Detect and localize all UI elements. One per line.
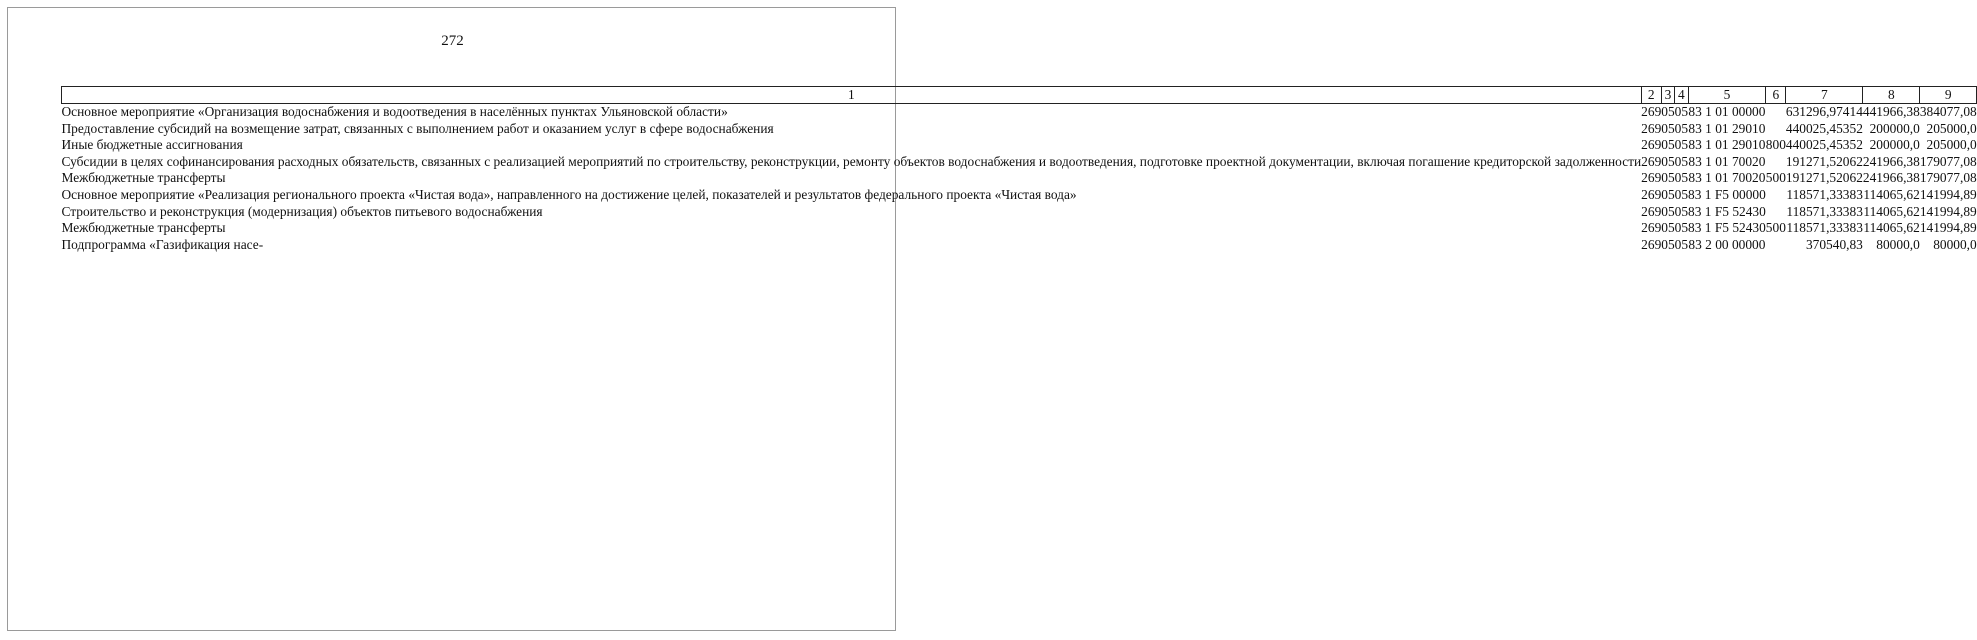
cell-ministry: 269: [1641, 104, 1662, 119]
row-name: Межбюджетные трансферты: [61, 170, 226, 186]
row-name: Межбюджетные трансферты: [61, 220, 226, 236]
cell-section: 05: [1661, 104, 1675, 119]
cell-ministry: 269: [1641, 236, 1662, 252]
cell-target-code: 83 1 F5 52430: [1688, 220, 1766, 236]
cell-amount-9: 179077,08: [1919, 170, 1977, 186]
cell-amount-9: 141994,89: [1919, 186, 1977, 202]
cell-subsection: 05: [1674, 104, 1689, 119]
column-header: 6: [1766, 87, 1786, 104]
cell-amount-7: 118571,33383: [1786, 220, 1863, 236]
cell-amount-8: 114065,62: [1863, 220, 1920, 236]
cell-subsection: 05: [1674, 186, 1689, 202]
cell-amount-7: 191271,52062: [1785, 153, 1863, 169]
cell-amount-9: 205000,0: [1926, 120, 1977, 136]
cell-section: 05: [1661, 236, 1675, 252]
cell-amount-7: 440025,45352: [1785, 120, 1863, 136]
cell-expense-type: [1766, 204, 1786, 221]
cell-expense-type: [1766, 121, 1786, 138]
cell-section: 05: [1661, 120, 1675, 136]
row-name: Предоставление субсидий на возмещение затрат, связанных с выполнением работ и оказанием услуг в сфере водоснабжения: [61, 120, 774, 136]
cell-subsection: 05: [1674, 220, 1689, 236]
cell-amount-8: 441966,38: [1862, 104, 1920, 119]
column-header: 4: [1675, 87, 1688, 104]
cell-ministry: 269: [1641, 186, 1662, 202]
table-row: [62, 137, 1977, 154]
cell-expense-type: [1766, 154, 1786, 171]
cell-ministry: 269: [1641, 220, 1662, 236]
cell-section: 05: [1661, 137, 1675, 153]
cell-amount-9: 384077,08: [1919, 104, 1977, 119]
cell-amount-7: 191271,52062: [1785, 170, 1863, 186]
cell-expense-type: 800: [1765, 137, 1786, 153]
budget-table: [61, 86, 1977, 253]
table-row: [62, 204, 1977, 221]
cell-expense-type: [1766, 104, 1786, 121]
row-name: Строительство и реконструкция (модернизация) объектов питьевого водоснабжения: [61, 203, 543, 219]
cell-amount-9: 205000,0: [1926, 137, 1977, 153]
cell-subsection: 05: [1674, 203, 1689, 219]
column-header: 9: [1920, 87, 1977, 104]
cell-target-code: 83 1 01 70020: [1688, 153, 1766, 169]
column-header: 2: [1641, 87, 1661, 104]
column-header: 7: [1786, 87, 1863, 104]
cell-section: 05: [1661, 170, 1675, 186]
table-row: [62, 121, 1977, 138]
row-name: Иные бюджетные ассигнования: [61, 137, 243, 153]
page-number: 272: [441, 33, 464, 49]
cell-ministry: 269: [1641, 153, 1662, 169]
table-row: [62, 237, 1977, 254]
cell-amount-8: 114065,62: [1863, 203, 1920, 219]
cell-subsection: 05: [1674, 236, 1689, 252]
cell-expense-type: [1766, 237, 1786, 254]
cell-amount-8: 200000,0: [1869, 120, 1920, 136]
cell-section: 05: [1661, 153, 1675, 169]
cell-target-code: 83 2 00 00000: [1688, 236, 1766, 252]
cell-target-code: 83 1 01 00000: [1688, 104, 1766, 119]
cell-amount-7: 118571,33383: [1786, 186, 1863, 202]
cell-amount-7: 440025,45352: [1785, 137, 1863, 153]
column-header: 1: [62, 87, 1642, 104]
row-name: Основное мероприятие «Реализация регионального проекта «Чистая вода», направленного на достижение целей, показателей и результатов федерального проекта «Чистая вода»: [61, 186, 1077, 202]
cell-amount-9: 141994,89: [1919, 203, 1977, 219]
column-header: 5: [1688, 87, 1766, 104]
cell-amount-9: 141994,89: [1919, 220, 1977, 236]
cell-section: 05: [1661, 220, 1675, 236]
row-name: Субсидии в целях софинансирования расходных обязательств, связанных с реализацией мероприятий по строительству, реконструкции, ремонту объектов водоснабжения и водоотведения, подготовке проектной документации, включая погашение кредиторской задолженности: [61, 153, 1642, 169]
table-row: [62, 104, 1977, 121]
cell-amount-7: 631296,97414: [1785, 104, 1863, 119]
table-row: [62, 154, 1977, 171]
cell-amount-9: 179077,08: [1919, 153, 1977, 169]
row-name: Основное мероприятие «Организация водоснабжения и водоотведения в населённых пунктах Ульяновской области»: [61, 104, 728, 119]
table-header-row: [62, 87, 1977, 104]
cell-subsection: 05: [1674, 153, 1689, 169]
cell-subsection: 05: [1674, 137, 1689, 153]
cell-amount-8: 241966,38: [1862, 170, 1920, 186]
cell-expense-type: 500: [1765, 220, 1786, 236]
table-row: [62, 187, 1977, 204]
cell-ministry: 269: [1641, 170, 1662, 186]
cell-target-code: 83 1 01 29010: [1688, 137, 1766, 153]
cell-ministry: 269: [1641, 203, 1662, 219]
cell-amount-8: 241966,38: [1862, 153, 1920, 169]
cell-expense-type: 500: [1765, 170, 1786, 186]
table-row: [62, 170, 1977, 187]
cell-section: 05: [1661, 203, 1675, 219]
cell-ministry: 269: [1641, 120, 1662, 136]
column-header: 3: [1661, 87, 1674, 104]
cell-amount-8: 114065,62: [1863, 186, 1920, 202]
row-name: Подпрограмма «Газификация насе-: [61, 236, 264, 252]
cell-subsection: 05: [1674, 170, 1689, 186]
cell-target-code: 83 1 F5 52430: [1688, 203, 1766, 219]
cell-amount-7: 118571,33383: [1786, 203, 1863, 219]
cell-target-code: 83 1 01 29010: [1688, 120, 1766, 136]
cell-expense-type: [1766, 187, 1786, 204]
cell-section: 05: [1661, 186, 1675, 202]
cell-subsection: 05: [1674, 120, 1689, 136]
cell-ministry: 269: [1641, 137, 1662, 153]
cell-amount-8: 80000,0: [1876, 236, 1920, 252]
table-row: [62, 220, 1977, 237]
cell-amount-7: 370540,83: [1805, 236, 1863, 252]
column-header: 8: [1863, 87, 1920, 104]
cell-amount-8: 200000,0: [1869, 137, 1920, 153]
cell-target-code: 83 1 F5 00000: [1688, 186, 1766, 202]
cell-amount-9: 80000,0: [1933, 236, 1977, 252]
cell-target-code: 83 1 01 70020: [1688, 170, 1766, 186]
